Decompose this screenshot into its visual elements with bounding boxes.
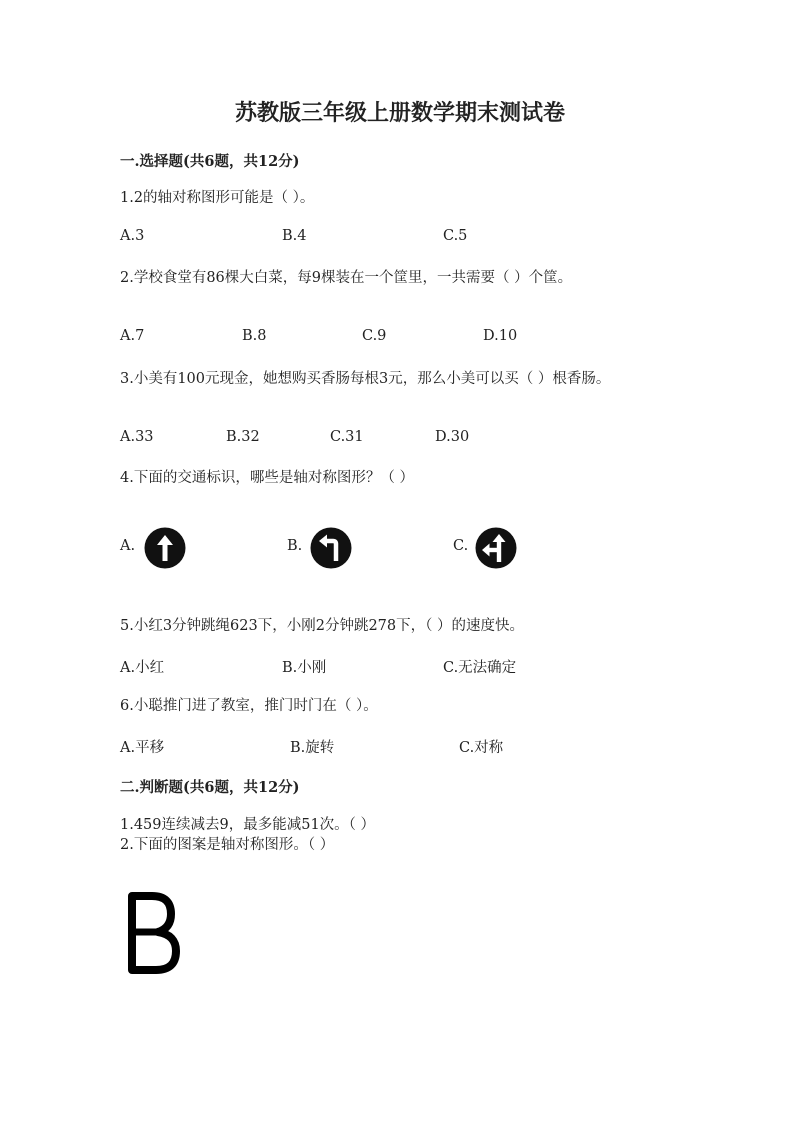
q3-option-c: C.31 <box>330 429 364 445</box>
q6-option-c: C.对称 <box>459 740 504 756</box>
letter-b-figure <box>124 888 182 978</box>
page-title: 苏教版三年级上册数学期末测试卷 <box>234 100 565 126</box>
q5-option-a: A.小红 <box>120 660 165 676</box>
q2-option-a: A.7 <box>120 328 145 344</box>
q6-option-a: A.平移 <box>120 740 165 756</box>
question-3: 3.小美有100元现金，她想购买香肠每根3元，那么小美可以买（ ）根香肠。 <box>120 371 611 387</box>
q6-option-b: B.旋转 <box>290 740 335 756</box>
q4-option-b: B. <box>287 538 303 554</box>
q3-option-d: D.30 <box>435 429 470 445</box>
question-4: 4.下面的交通标识，哪些是轴对称图形？（ ） <box>120 470 414 486</box>
q5-option-b: B.小刚 <box>282 660 327 676</box>
straight-arrow-sign-icon <box>144 527 186 569</box>
question-5: 5.小红3分钟跳绳623下，小刚2分钟跳278下，（ ）的速度快。 <box>120 618 524 634</box>
section2-heading: 二.判断题(共6题，共12分) <box>120 779 300 796</box>
q4-option-a: A. <box>120 538 136 554</box>
section1-heading: 一.选择题(共6题，共12分) <box>120 153 300 170</box>
q2-option-b: B.8 <box>242 328 267 344</box>
q2-option-d: D.10 <box>483 328 518 344</box>
q3-option-a: A.33 <box>120 429 154 445</box>
q1-option-c: C.5 <box>443 228 468 244</box>
question-1: 1.2的轴对称图形可能是（ ）。 <box>120 190 315 206</box>
q1-option-a: A.3 <box>120 228 145 244</box>
judgement-question-1: 1.459连续减去9，最多能减51次。（ ） <box>120 817 376 833</box>
q2-option-c: C.9 <box>362 328 387 344</box>
left-or-straight-sign-icon <box>475 527 517 569</box>
q1-option-b: B.4 <box>282 228 307 244</box>
question-2: 2.学校食堂有86棵大白菜，每9棵装在一个筐里，一共需要（ ）个筐。 <box>120 270 573 286</box>
question-6: 6.小聪推门进了教室，推门时门在（ ）。 <box>120 698 378 714</box>
q4-option-c: C. <box>453 538 469 554</box>
judgement-question-2: 2.下面的图案是轴对称图形。（ ） <box>120 837 335 853</box>
q5-option-c: C.无法确定 <box>443 660 517 676</box>
turn-left-sign-icon <box>310 527 352 569</box>
q3-option-b: B.32 <box>226 429 260 445</box>
